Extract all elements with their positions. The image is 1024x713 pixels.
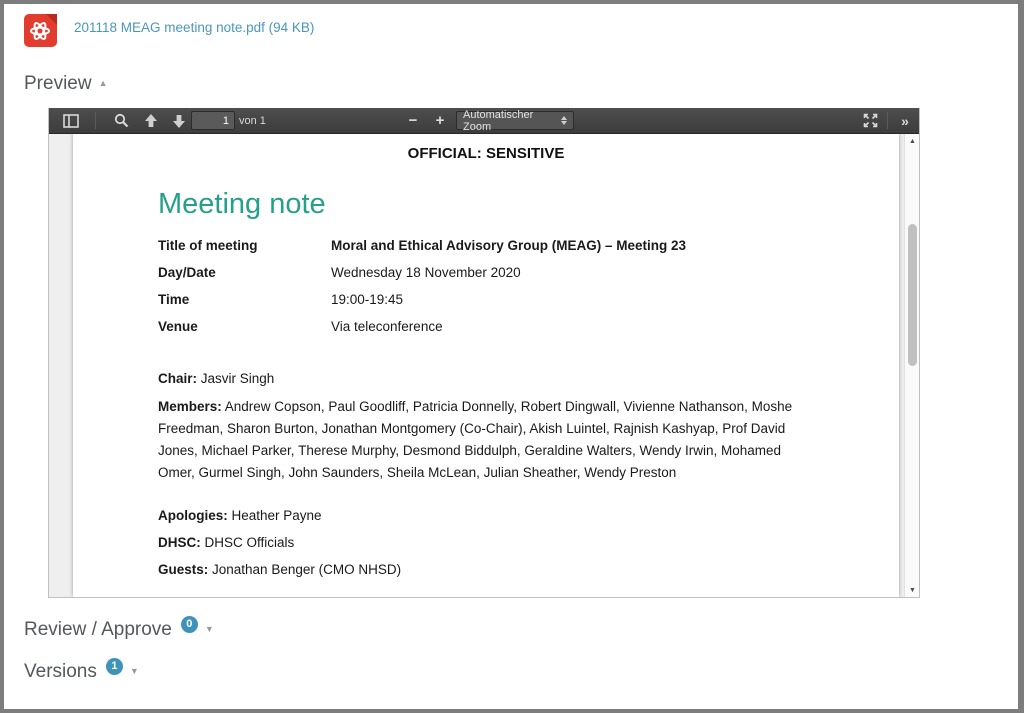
- versions-label: Versions: [24, 661, 97, 682]
- review-approve-section-header[interactable]: [24, 619, 214, 641]
- plus-icon: +: [435, 112, 445, 129]
- dhsc-label: DHSC:: [158, 535, 201, 550]
- preview-section-header[interactable]: [24, 73, 108, 95]
- meeting-meta-table: [158, 238, 838, 346]
- apologies-line: [158, 505, 806, 527]
- pdf-scrollbar[interactable]: [904, 134, 919, 597]
- meta-row: [158, 292, 838, 319]
- meta-value: Moral and Ethical Advisory Group (MEAG) – Meeting 23: [331, 238, 687, 253]
- meta-value: 19:00-19:45: [331, 292, 404, 307]
- collapse-down-icon: ▼: [204, 624, 214, 634]
- pdf-page: [73, 134, 899, 597]
- members-value: Andrew Copson, Paul Goodliff, Patricia Donnelly, Robert Dingwall, Vivienne Nathanson, Moshe Freedman, Sharon Burton, Jonathan Montgomery (Co-Chair), Akish Luintel, Rajnish Kashyap, Prof David Jones, Michael Parker, Therese Murphy, Desmond Biddulph, Geraldine Walters, Wendy Irwin, Mohamed Omer, Gurmel Singh, John Saunders, Sheila McLean, Julian Sheather, Wendy Preston: [158, 399, 793, 480]
- pdf-viewport: [49, 134, 919, 597]
- scrollbar-thumb[interactable]: [908, 224, 917, 366]
- doc-title: Meeting note: [158, 188, 326, 220]
- pdf-viewer: [48, 108, 920, 598]
- members-paragraph: [158, 396, 806, 484]
- members-label: Members:: [158, 399, 222, 414]
- dhsc-value: DHSC Officials: [200, 535, 295, 550]
- pdf-file-icon: [24, 14, 57, 47]
- zoom-in-button[interactable]: [428, 108, 452, 133]
- sidebar-toggle-icon: [63, 114, 79, 128]
- arrow-up-icon: [144, 114, 158, 128]
- presentation-mode-button[interactable]: [857, 108, 883, 133]
- page: [4, 4, 1018, 709]
- meta-label: Title of meeting: [158, 238, 258, 253]
- versions-count-badge: 1: [106, 658, 123, 675]
- toolbar-separator: [95, 112, 96, 129]
- doc-classification: OFFICIAL: SENSITIVE: [407, 145, 565, 162]
- meta-row: [158, 319, 838, 346]
- scroll-up-icon[interactable]: ▲: [909, 137, 916, 145]
- guests-value: Jonathan Benger (CMO NHSD): [208, 562, 402, 577]
- zoom-level-value: Automatischer Zoom: [463, 108, 534, 133]
- arrow-down-icon: [172, 114, 186, 128]
- attachment-file-link[interactable]: 201118 MEAG meeting note.pdf (94 KB): [74, 20, 315, 35]
- toolbar-separator: [887, 112, 888, 129]
- chair-label: Chair:: [158, 371, 198, 386]
- meta-label: Day/Date: [158, 265, 216, 280]
- page-number-input[interactable]: [191, 111, 235, 130]
- previous-page-button[interactable]: [139, 108, 163, 133]
- sidebar-toggle-button[interactable]: [59, 108, 83, 133]
- meta-row: [158, 265, 838, 292]
- fullscreen-icon: [863, 113, 878, 128]
- collapse-up-icon: ▲: [98, 78, 108, 88]
- chair-line: [158, 368, 806, 390]
- meta-label: Venue: [158, 319, 198, 334]
- next-page-button[interactable]: [167, 108, 191, 133]
- search-icon: [114, 113, 129, 128]
- collapse-down-icon: ▼: [129, 666, 139, 676]
- select-arrows-icon: [561, 116, 567, 125]
- preview-section-label: Preview: [24, 73, 92, 94]
- meta-value: Via teleconference: [331, 319, 443, 334]
- versions-section-header[interactable]: [24, 661, 139, 683]
- scroll-down-icon[interactable]: ▼: [909, 586, 916, 594]
- review-approve-label: Review / Approve: [24, 619, 172, 640]
- apologies-value: Heather Payne: [227, 508, 322, 523]
- zoom-level-select[interactable]: [456, 108, 574, 133]
- more-tools-button[interactable]: [892, 108, 918, 133]
- meta-row: [158, 238, 838, 265]
- apologies-label: Apologies:: [158, 508, 228, 523]
- pdf-toolbar: [49, 108, 919, 134]
- chevron-double-right-icon: »: [901, 112, 909, 129]
- guests-label: Guests:: [158, 562, 209, 577]
- zoom-out-button[interactable]: [401, 108, 425, 133]
- review-count-badge: 0: [181, 616, 198, 633]
- guests-line: [158, 559, 806, 581]
- find-button[interactable]: [109, 108, 133, 133]
- page-count-label: von 1: [239, 114, 266, 127]
- minus-icon: −: [408, 112, 418, 129]
- meta-value: Wednesday 18 November 2020: [331, 265, 521, 280]
- chair-value: Jasvir Singh: [197, 371, 275, 386]
- dhsc-line: [158, 532, 806, 554]
- meta-label: Time: [158, 292, 190, 307]
